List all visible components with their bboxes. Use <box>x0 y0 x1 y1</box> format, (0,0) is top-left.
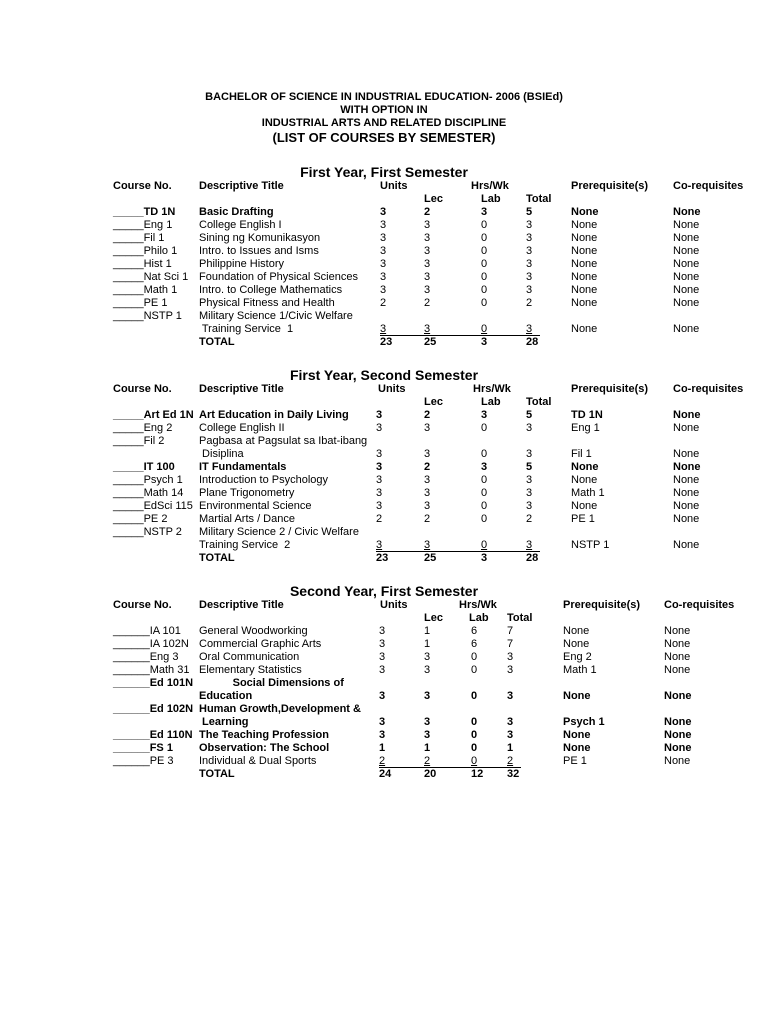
col-header-course-no: Course No. <box>113 383 172 395</box>
doc-title-line-2: WITH OPTION IN <box>340 104 428 116</box>
total-value: 3 <box>526 422 533 434</box>
course-no: ______Eng 3 <box>113 651 179 663</box>
prerequisite: NSTP 1 <box>571 539 610 551</box>
course-title: Human Growth,Development & <box>199 703 361 715</box>
col-header-lec: Lec <box>424 193 443 205</box>
col-header-units: Units <box>380 180 408 192</box>
total-units: 23 <box>380 336 393 348</box>
course-title: Individual & Dual Sports <box>199 755 317 767</box>
corequisite: None <box>673 258 700 270</box>
lec-value: 1 <box>424 638 431 650</box>
units-value: 3 <box>379 729 386 741</box>
units-value: 2 <box>379 755 386 767</box>
course-title: Commercial Graphic Arts <box>199 638 322 650</box>
col-header-lab: Lab <box>481 193 501 205</box>
total-lab: 3 <box>481 336 488 348</box>
course-title: Training Service 1 <box>199 323 294 335</box>
total-value: 3 <box>526 245 533 257</box>
lec-value: 3 <box>424 448 431 460</box>
lab-value: 3 <box>481 409 488 421</box>
total-value: 2 <box>507 755 514 767</box>
lec-value: 3 <box>424 539 431 551</box>
course-title: Philippine History <box>199 258 284 270</box>
total-value: 1 <box>507 742 514 754</box>
total-value: 2 <box>526 513 533 525</box>
corequisite: None <box>673 219 700 231</box>
lab-value: 0 <box>481 323 488 335</box>
total-lec: 25 <box>424 336 437 348</box>
total-value: 5 <box>526 206 533 218</box>
lab-value: 0 <box>481 245 488 257</box>
lab-value: 3 <box>481 206 488 218</box>
col-header-hrs-wk: Hrs/Wk <box>459 599 497 611</box>
col-header-hrs-wk: Hrs/Wk <box>473 383 511 395</box>
lab-value: 0 <box>481 258 488 270</box>
corequisite: None <box>664 638 691 650</box>
col-header-lec: Lec <box>424 396 443 408</box>
course-title: Plane Trigonometry <box>199 487 295 499</box>
semester-title: Second Year, First Semester <box>289 583 479 599</box>
course-title: Military Science 2 / Civic Welfare <box>199 526 359 538</box>
semester-title: First Year, First Semester <box>300 164 468 180</box>
total-value: 7 <box>507 625 514 637</box>
course-title: Education <box>199 690 253 702</box>
prerequisite: None <box>571 219 598 231</box>
course-title: Training Service 2 <box>199 539 291 551</box>
course-no: _____IT 100 <box>113 461 175 473</box>
lab-value: 0 <box>471 742 478 754</box>
lab-value: 0 <box>481 539 488 551</box>
course-no: _____Eng 2 <box>113 422 173 434</box>
col-header-title: Descriptive Title <box>199 599 284 611</box>
course-no: ______IA 101 <box>113 625 181 637</box>
lab-value: 0 <box>481 422 488 434</box>
total-value: 3 <box>526 232 533 244</box>
total-value: 3 <box>526 219 533 231</box>
corequisite: None <box>664 755 691 767</box>
prerequisite: None <box>571 232 598 244</box>
prerequisite: None <box>571 297 598 309</box>
corequisite: None <box>664 729 692 741</box>
units-value: 3 <box>379 690 386 702</box>
lec-value: 3 <box>424 323 431 335</box>
course-no: ______Ed 102N <box>113 703 194 715</box>
total-value: 3 <box>507 729 514 741</box>
lec-value: 3 <box>424 716 431 728</box>
corequisite: None <box>673 513 700 525</box>
total-value: 3 <box>526 271 533 283</box>
course-no: _____PE 2 <box>113 513 168 525</box>
corequisite: None <box>673 487 700 499</box>
col-header-total: Total <box>526 396 552 408</box>
prerequisite: Math 1 <box>563 664 597 676</box>
prerequisite: None <box>571 500 598 512</box>
lec-value: 2 <box>424 409 431 421</box>
course-title: Environmental Science <box>199 500 312 512</box>
lab-value: 0 <box>471 716 478 728</box>
lec-value: 1 <box>424 742 431 754</box>
lec-value: 3 <box>424 219 431 231</box>
corequisite: None <box>673 206 701 218</box>
corequisite: None <box>673 422 700 434</box>
course-no: ______PE 3 <box>113 755 174 767</box>
lab-value: 0 <box>481 232 488 244</box>
col-header-coreq: Co-requisites <box>673 383 744 395</box>
course-title: General Woodworking <box>199 625 308 637</box>
prerequisite: None <box>571 258 598 270</box>
total-lab: 3 <box>481 552 488 564</box>
col-header-total: Total <box>507 612 533 624</box>
prerequisite: Psych 1 <box>563 716 605 728</box>
course-no: _____PE 1 <box>113 297 168 309</box>
lec-value: 3 <box>424 245 431 257</box>
lab-value: 6 <box>471 638 478 650</box>
total-total: 28 <box>526 552 539 564</box>
lab-value: 0 <box>481 297 488 309</box>
total-lec: 25 <box>424 552 437 564</box>
total-value: 3 <box>526 284 533 296</box>
course-no: _____Art Ed 1N <box>113 409 194 421</box>
course-title: Social Dimensions of <box>199 677 344 689</box>
units-value: 3 <box>379 664 386 676</box>
course-no: ______IA 102N <box>113 638 189 650</box>
lab-value: 0 <box>481 474 488 486</box>
course-no: ______Ed 110N <box>113 729 193 741</box>
corequisite: None <box>673 284 700 296</box>
total-value: 5 <box>526 461 533 473</box>
total-lab: 12 <box>471 768 484 780</box>
total-value: 3 <box>507 664 514 676</box>
lec-value: 3 <box>424 232 431 244</box>
col-header-prereq: Prerequisite(s) <box>571 383 649 395</box>
course-no: _____TD 1N <box>113 206 176 218</box>
units-value: 3 <box>376 422 383 434</box>
course-title: Physical Fitness and Health <box>199 297 335 309</box>
prerequisite: None <box>563 729 591 741</box>
corequisite: None <box>673 232 700 244</box>
prerequisite: None <box>571 271 598 283</box>
lab-value: 0 <box>481 284 488 296</box>
units-value: 3 <box>380 323 387 335</box>
total-value: 7 <box>507 638 514 650</box>
corequisite: None <box>664 742 692 754</box>
units-value: 1 <box>379 742 386 754</box>
course-title: Art Education in Daily Living <box>199 409 349 421</box>
col-header-course-no: Course No. <box>113 180 172 192</box>
corequisite: None <box>664 664 691 676</box>
prerequisite: None <box>563 638 590 650</box>
course-no: _____Philo 1 <box>113 245 178 257</box>
course-title: Introduction to Psychology <box>199 474 329 486</box>
lec-value: 2 <box>424 461 431 473</box>
lec-value: 3 <box>424 271 431 283</box>
corequisite: None <box>673 539 700 551</box>
units-value: 3 <box>379 638 386 650</box>
lec-value: 3 <box>424 651 431 663</box>
lec-value: 3 <box>424 500 431 512</box>
total-units: 23 <box>376 552 389 564</box>
lec-value: 2 <box>424 206 431 218</box>
course-title: College English I <box>199 219 282 231</box>
lab-value: 0 <box>481 219 488 231</box>
total-value: 3 <box>507 716 514 728</box>
prerequisite: Math 1 <box>571 487 605 499</box>
lec-value: 3 <box>424 422 431 434</box>
corequisite: None <box>673 323 700 335</box>
course-title: Elementary Statistics <box>199 664 302 676</box>
course-no: _____Psych 1 <box>113 474 183 486</box>
prerequisite: None <box>563 690 591 702</box>
total-value: 3 <box>526 500 533 512</box>
corequisite: None <box>664 625 691 637</box>
units-value: 2 <box>380 297 387 309</box>
corequisite: None <box>664 651 691 663</box>
course-title: Basic Drafting <box>199 206 274 218</box>
col-header-title: Descriptive Title <box>199 383 284 395</box>
lec-value: 3 <box>424 487 431 499</box>
lab-value: 0 <box>481 487 488 499</box>
prerequisite: PE 1 <box>563 755 587 767</box>
prerequisite: None <box>563 625 590 637</box>
course-title: College English II <box>199 422 285 434</box>
course-no: ______FS 1 <box>113 742 173 754</box>
units-value: 2 <box>376 513 383 525</box>
prerequisite: None <box>571 461 599 473</box>
course-title: Oral Communication <box>199 651 300 663</box>
course-no: ______Ed 101N <box>113 677 194 689</box>
lab-value: 0 <box>471 690 478 702</box>
units-value: 3 <box>376 500 383 512</box>
corequisite: None <box>664 690 692 702</box>
course-title: Learning <box>199 716 249 728</box>
units-value: 3 <box>379 651 386 663</box>
units-value: 3 <box>380 258 387 270</box>
corequisite: None <box>673 297 700 309</box>
lec-value: 2 <box>424 513 431 525</box>
units-value: 3 <box>376 461 383 473</box>
col-header-title: Descriptive Title <box>199 180 284 192</box>
lab-value: 0 <box>471 651 478 663</box>
course-no: _____NSTP 1 <box>113 310 182 322</box>
course-title: Military Science 1/Civic Welfare <box>199 310 353 322</box>
prerequisite: Eng 2 <box>563 651 592 663</box>
col-header-lab: Lab <box>469 612 489 624</box>
course-no: _____Math 1 <box>113 284 178 296</box>
lab-value: 0 <box>481 271 488 283</box>
corequisite: None <box>664 716 692 728</box>
corequisite: None <box>673 409 701 421</box>
total-label: TOTAL <box>199 336 235 348</box>
col-header-course-no: Course No. <box>113 599 172 611</box>
prerequisite: Eng 1 <box>571 422 600 434</box>
course-no: _____Fil 2 <box>113 435 165 447</box>
prerequisite: None <box>571 323 598 335</box>
course-no: _____EdSci 115 <box>113 500 193 512</box>
corequisite: None <box>673 500 700 512</box>
col-header-coreq: Co-requisites <box>673 180 744 192</box>
col-header-hrs-wk: Hrs/Wk <box>471 180 509 192</box>
course-no: _____Math 14 <box>113 487 184 499</box>
prerequisite: None <box>571 474 598 486</box>
course-no: _____Nat Sci 1 <box>113 271 189 283</box>
lab-value: 6 <box>471 625 478 637</box>
col-header-units: Units <box>380 599 408 611</box>
total-value: 3 <box>526 258 533 270</box>
lec-value: 3 <box>424 258 431 270</box>
lab-value: 0 <box>471 664 478 676</box>
lec-value: 3 <box>424 690 431 702</box>
total-value: 5 <box>526 409 533 421</box>
course-title: Martial Arts / Dance <box>199 513 295 525</box>
col-header-lab: Lab <box>481 396 501 408</box>
course-title: Observation: The School <box>199 742 330 754</box>
col-header-prereq: Prerequisite(s) <box>563 599 641 611</box>
lab-value: 0 <box>481 448 488 460</box>
total-rule <box>379 767 521 768</box>
units-value: 3 <box>380 245 387 257</box>
total-rule <box>380 335 540 336</box>
total-value: 3 <box>507 651 514 663</box>
lec-value: 3 <box>424 664 431 676</box>
course-title: Foundation of Physical Sciences <box>199 271 358 283</box>
total-total: 28 <box>526 336 539 348</box>
lec-value: 3 <box>424 729 431 741</box>
prerequisite: None <box>571 245 598 257</box>
corequisite: None <box>673 448 700 460</box>
corequisite: None <box>673 271 700 283</box>
total-units: 24 <box>379 768 392 780</box>
course-no: _____Hist 1 <box>113 258 172 270</box>
total-label: TOTAL <box>199 552 235 564</box>
col-header-prereq: Prerequisite(s) <box>571 180 649 192</box>
course-no: _____NSTP 2 <box>113 526 182 538</box>
doc-title-line-3: INDUSTRIAL ARTS AND RELATED DISCIPLINE <box>261 117 507 129</box>
lab-value: 0 <box>481 513 488 525</box>
doc-title-line-4: (LIST OF COURSES BY SEMESTER) <box>272 130 496 145</box>
lec-value: 2 <box>424 297 431 309</box>
total-rule <box>376 551 540 552</box>
corequisite: None <box>673 245 700 257</box>
col-header-coreq: Co-requisites <box>664 599 735 611</box>
prerequisite: TD 1N <box>571 409 603 421</box>
total-value: 3 <box>526 539 533 551</box>
corequisite: None <box>673 461 701 473</box>
units-value: 3 <box>376 487 383 499</box>
units-value: 3 <box>380 284 387 296</box>
units-value: 3 <box>379 625 386 637</box>
total-value: 3 <box>526 487 533 499</box>
course-title: Intro. to Issues and Isms <box>199 245 319 257</box>
units-value: 3 <box>379 716 386 728</box>
units-value: 3 <box>376 474 383 486</box>
total-label: TOTAL <box>199 768 235 780</box>
course-title: Intro. to College Mathematics <box>199 284 343 296</box>
lab-value: 3 <box>481 461 488 473</box>
course-no: _____Eng 1 <box>113 219 173 231</box>
units-value: 3 <box>380 219 387 231</box>
lab-value: 0 <box>471 729 478 741</box>
total-value: 2 <box>526 297 533 309</box>
col-header-units: Units <box>378 383 406 395</box>
course-title: Disiplina <box>199 448 244 460</box>
doc-title-line-1: BACHELOR OF SCIENCE IN INDUSTRIAL EDUCATION- 2006 (BSIEd) <box>205 91 563 103</box>
lec-value: 3 <box>424 284 431 296</box>
total-value: 3 <box>526 448 533 460</box>
total-total: 32 <box>507 768 520 780</box>
corequisite: None <box>673 474 700 486</box>
total-value: 3 <box>507 690 514 702</box>
units-value: 3 <box>380 232 387 244</box>
total-value: 3 <box>526 323 533 335</box>
prerequisite: None <box>563 742 591 754</box>
course-no: _____Fil 1 <box>113 232 165 244</box>
lec-value: 1 <box>424 625 431 637</box>
prerequisite: PE 1 <box>571 513 595 525</box>
units-value: 3 <box>376 539 383 551</box>
lab-value: 0 <box>481 500 488 512</box>
col-header-lec: Lec <box>424 612 443 624</box>
course-title: Sining ng Komunikasyon <box>199 232 321 244</box>
units-value: 3 <box>376 409 383 421</box>
course-title: The Teaching Profession <box>199 729 329 741</box>
total-lec: 20 <box>424 768 437 780</box>
col-header-total: Total <box>526 193 552 205</box>
lec-value: 3 <box>424 474 431 486</box>
course-no: ______Math 31 <box>113 664 190 676</box>
prerequisite: None <box>571 206 599 218</box>
prerequisite: None <box>571 284 598 296</box>
course-title: IT Fundamentals <box>199 461 287 473</box>
lab-value: 0 <box>471 755 478 767</box>
course-title: Pagbasa at Pagsulat sa Ibat-ibang <box>199 435 368 447</box>
prerequisite: Fil 1 <box>571 448 592 460</box>
units-value: 3 <box>380 271 387 283</box>
semester-title: First Year, Second Semester <box>289 367 479 383</box>
total-value: 3 <box>526 474 533 486</box>
units-value: 3 <box>376 448 383 460</box>
units-value: 3 <box>380 206 387 218</box>
lec-value: 2 <box>424 755 431 767</box>
